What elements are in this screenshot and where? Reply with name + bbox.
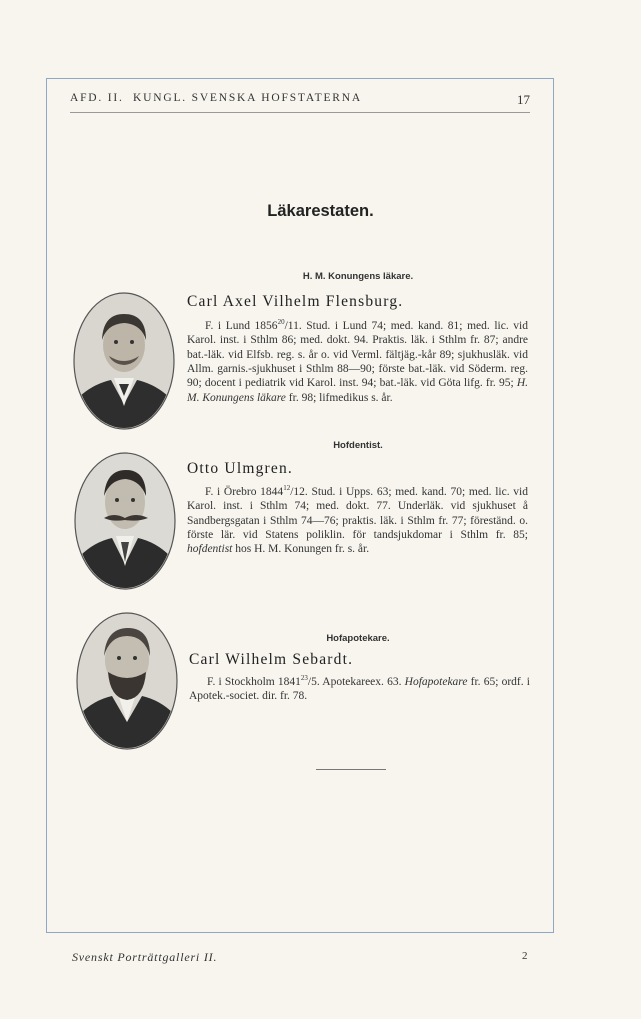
bio-3-text-c: fr. 65; ordf. i Apotek.-societ. dir. fr. 78. bbox=[189, 675, 530, 703]
bio-3-day: 23 bbox=[300, 674, 308, 682]
bio-2-text-a: F. i Örebro 1844 bbox=[205, 485, 284, 498]
role-heading-2: Hofdentist. bbox=[333, 440, 383, 451]
bio-2-title: hofdentist bbox=[187, 543, 233, 556]
person-name-3: Carl Wilhelm Sebardt. bbox=[189, 651, 354, 668]
bio-1-text-b: /11. Stud. i Lund 74; med. kand. 81; med. lic. vid Karol. inst. i Sthlm 86; med. dokt. 94. Praktis. läk. i Sthlm fr. 87; andre bat.-läk. vid Elfsb. reg. s. år o. vid Verml. fältjäg.-kår 89; sjukhusläk. vid Allm. garnis.-sjukhuset i Sthlm 88—90; förste bat.-läk. vid Söderm. reg. 90; docent i pediatrik vid Karol. inst. 94; bat.-läk. vid Göta lifg. fr. 95; bbox=[187, 319, 528, 390]
running-head bbox=[70, 92, 530, 113]
bio-1-text-a: F. i Lund 1856 bbox=[205, 319, 278, 332]
bio-1 bbox=[187, 315, 528, 405]
person-name-2: Otto Ulmgren. bbox=[187, 460, 294, 477]
bio-1-text-c: fr. 98; lifmedikus s. år. bbox=[285, 391, 393, 404]
footer-signature: 2 bbox=[522, 950, 528, 962]
bio-3-text-a: F. i Stockholm 1841 bbox=[207, 675, 301, 688]
divider bbox=[316, 769, 386, 770]
bio-2-text-b: /12. Stud. i Upps. 63; med. kand. 70; med. lic. vid Karol. inst. i Sthlm 74; med. dokt. 77. Underläk. vid sjukhuset å Sandbergsgatan i Sthlm 74—76; praktis. läk. i Sthlm fr. 77; föreständ. o. förste lär. vid Statens poliklin. för tandsjukdomar i Sthlm fr. 85; bbox=[187, 485, 528, 542]
role-heading-1: H. M. Konungens läkare. bbox=[302, 271, 414, 282]
bio-2 bbox=[187, 481, 528, 557]
bio-3-text-b: /5. Apotekareex. 63. bbox=[307, 675, 405, 688]
bio-3 bbox=[189, 671, 530, 704]
person-name-1: Carl Axel Vilhelm Flensburg. bbox=[187, 293, 404, 310]
portrait-3 bbox=[76, 612, 178, 750]
footer-title: Svenskt Porträttgalleri II. bbox=[72, 950, 218, 964]
bio-1-day: 20 bbox=[277, 318, 285, 326]
bio-1-title: H. M. Konungens läkare bbox=[187, 377, 528, 404]
portrait-2 bbox=[74, 452, 176, 590]
bio-2-day: 12 bbox=[283, 484, 291, 492]
bio-3-title: Hofapotekare bbox=[404, 675, 468, 688]
running-head-text: AFD. II. KUNGL. SVENSKA HOFSTATERNA bbox=[70, 92, 362, 104]
role-heading-3: Hofapotekare. bbox=[326, 633, 390, 644]
bio-2-text-c: hos H. M. Konungen fr. s. år. bbox=[232, 543, 370, 556]
section-title: Läkarestaten. bbox=[267, 202, 374, 220]
page-number: 17 bbox=[517, 92, 530, 107]
portrait-1 bbox=[73, 292, 175, 430]
